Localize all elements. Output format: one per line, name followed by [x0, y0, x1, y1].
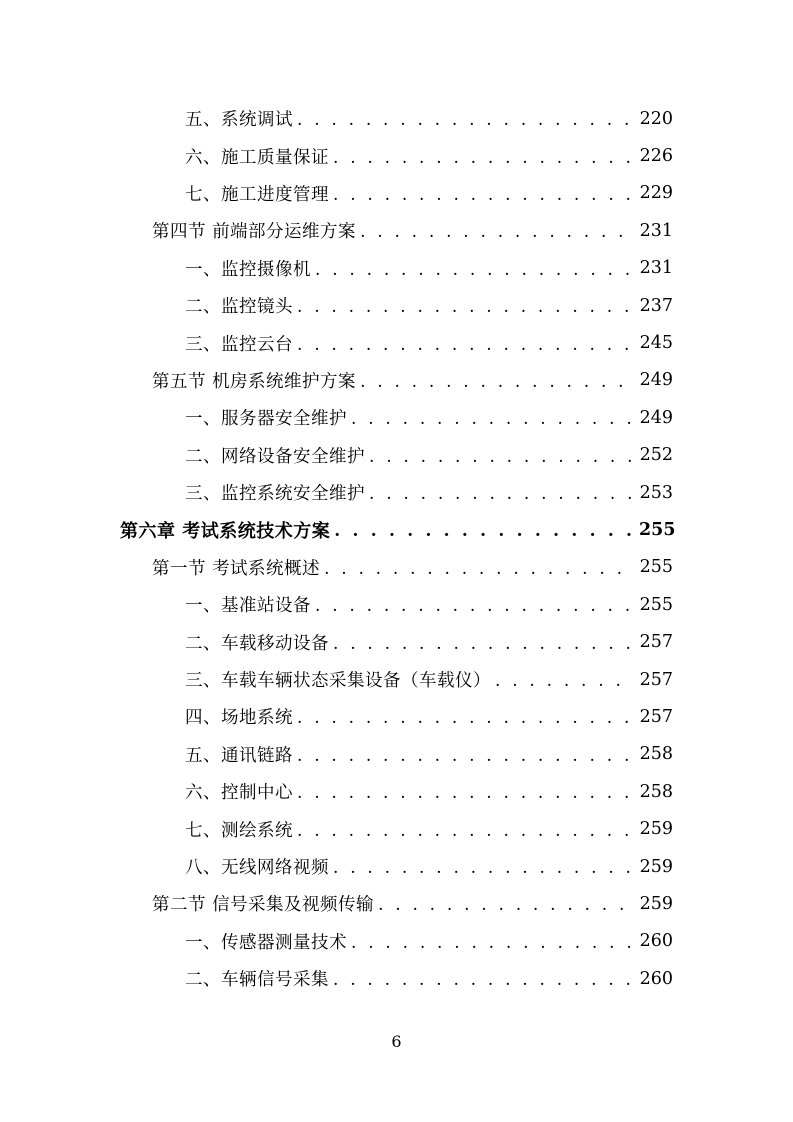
toc-subsection-entry[interactable] [0, 586, 793, 623]
toc-subsection-entry[interactable] [0, 810, 793, 847]
toc-dot-leader [333, 146, 631, 167]
toc-dot-leader [351, 407, 631, 428]
toc-entry-page: 259 [639, 893, 673, 914]
toc-dot-leader [360, 370, 631, 391]
toc-entry-page: 257 [639, 706, 673, 727]
toc-entry-title: 三、监控系统安全维护 [185, 484, 365, 505]
toc-subsection-entry[interactable] [0, 399, 793, 436]
toc-subsection-entry[interactable] [0, 287, 793, 324]
toc-dot-leader [324, 557, 631, 578]
toc-subsection-entry[interactable] [0, 960, 793, 997]
toc-subsection-entry[interactable] [0, 250, 793, 287]
toc-subsection-entry[interactable] [0, 623, 793, 660]
toc-subsection-entry[interactable] [0, 923, 793, 960]
toc-dot-leader [369, 482, 631, 503]
toc-entry-page: 257 [639, 669, 673, 690]
toc-subsection-entry[interactable] [0, 474, 793, 511]
toc-entry-title: 八、无线网络视频 [185, 858, 329, 878]
toc-entry-title: 一、传感器测量技术 [185, 932, 347, 953]
toc-dot-leader [315, 594, 631, 615]
page-number: 6 [391, 1032, 402, 1051]
toc-section-entry[interactable] [0, 885, 793, 922]
toc-entry-page: 259 [639, 819, 673, 840]
toc-entry-title: 四、场地系统 [185, 708, 293, 729]
toc-subsection-entry[interactable] [0, 661, 793, 698]
toc-dot-leader [495, 669, 631, 690]
toc-entry-title: 第二节 信号采集及视频传输 [152, 895, 375, 916]
toc-entry-page: 260 [639, 931, 673, 952]
toc-entry-title: 五、系统调试 [185, 110, 293, 131]
toc-subsection-entry[interactable] [0, 324, 793, 361]
toc-section-entry[interactable] [0, 362, 793, 399]
toc-entry-title: 第四节 前端部分运维方案 [152, 222, 357, 243]
toc-entry-page: 260 [639, 968, 673, 989]
toc-subsection-entry[interactable] [0, 773, 793, 810]
toc-entry-page: 255 [639, 594, 673, 615]
toc-dot-leader [315, 258, 631, 279]
toc-entry-title: 五、通讯链路 [185, 745, 293, 766]
toc-section-entry[interactable] [0, 549, 793, 586]
toc-dot-leader [297, 333, 631, 354]
toc-entry-page: 258 [639, 744, 673, 765]
toc-dot-leader [333, 856, 631, 877]
toc-dot-leader [333, 968, 631, 989]
table-of-contents [0, 100, 793, 997]
toc-entry-page: 231 [639, 258, 673, 279]
toc-entry-page: 255 [639, 557, 673, 578]
toc-entry-title: 二、网络设备安全维护 [185, 446, 365, 467]
toc-entry-title: 一、服务器安全维护 [185, 409, 347, 430]
toc-entry-page: 259 [639, 856, 673, 877]
toc-entry-title: 第六章 考试系统技术方案 [120, 520, 331, 542]
toc-subsection-entry[interactable] [0, 137, 793, 174]
toc-entry-page: 258 [639, 781, 673, 802]
toc-subsection-entry[interactable] [0, 100, 793, 137]
toc-entry-page: 245 [639, 333, 673, 354]
toc-entry-title: 七、测绘系统 [185, 820, 293, 841]
toc-dot-leader [297, 108, 631, 129]
toc-entry-title: 六、施工质量保证 [185, 147, 329, 168]
toc-entry-title: 第一节 考试系统概述 [152, 558, 321, 579]
toc-entry-title: 一、监控摄像机 [185, 259, 311, 280]
toc-entry-title: 二、车载移动设备 [185, 633, 329, 654]
toc-entry-title: 七、施工进度管理 [185, 184, 329, 205]
toc-subsection-entry[interactable] [0, 437, 793, 474]
toc-subsection-entry[interactable] [0, 736, 793, 773]
toc-dot-leader [360, 220, 631, 241]
toc-section-entry[interactable] [0, 212, 793, 249]
toc-entry-page: 255 [639, 519, 676, 540]
toc-entry-page: 231 [639, 220, 673, 241]
toc-entry-title: 第五节 机房系统维护方案 [152, 371, 357, 392]
toc-subsection-entry[interactable] [0, 848, 793, 885]
toc-dot-leader [378, 893, 631, 914]
toc-dot-leader [351, 931, 631, 952]
toc-entry-page: 253 [639, 482, 673, 503]
toc-entry-title: 六、控制中心 [185, 783, 293, 804]
toc-subsection-entry[interactable] [0, 175, 793, 212]
toc-dot-leader [334, 519, 631, 540]
toc-entry-title: 二、车辆信号采集 [185, 970, 329, 991]
toc-dot-leader [297, 781, 631, 802]
toc-entry-page: 229 [639, 183, 673, 204]
toc-dot-leader [297, 295, 631, 316]
toc-entry-title: 一、基准站设备 [185, 596, 311, 617]
toc-dot-leader [333, 183, 631, 204]
toc-entry-page: 257 [639, 632, 673, 653]
toc-entry-page: 249 [639, 407, 673, 428]
toc-chapter-entry[interactable] [0, 511, 793, 548]
toc-dot-leader [297, 819, 631, 840]
toc-entry-page: 237 [639, 295, 673, 316]
toc-entry-title: 三、车载车辆状态采集设备（车载仪） [185, 671, 491, 692]
toc-dot-leader [297, 744, 631, 765]
toc-entry-page: 249 [639, 370, 673, 391]
toc-dot-leader [297, 706, 631, 727]
toc-subsection-entry[interactable] [0, 698, 793, 735]
toc-entry-page: 220 [639, 108, 673, 129]
toc-entry-title: 二、监控镜头 [185, 297, 293, 318]
toc-dot-leader [333, 632, 631, 653]
toc-entry-page: 226 [639, 146, 673, 167]
toc-entry-title: 三、监控云台 [185, 334, 293, 355]
toc-dot-leader [369, 445, 631, 466]
toc-entry-page: 252 [639, 445, 673, 466]
